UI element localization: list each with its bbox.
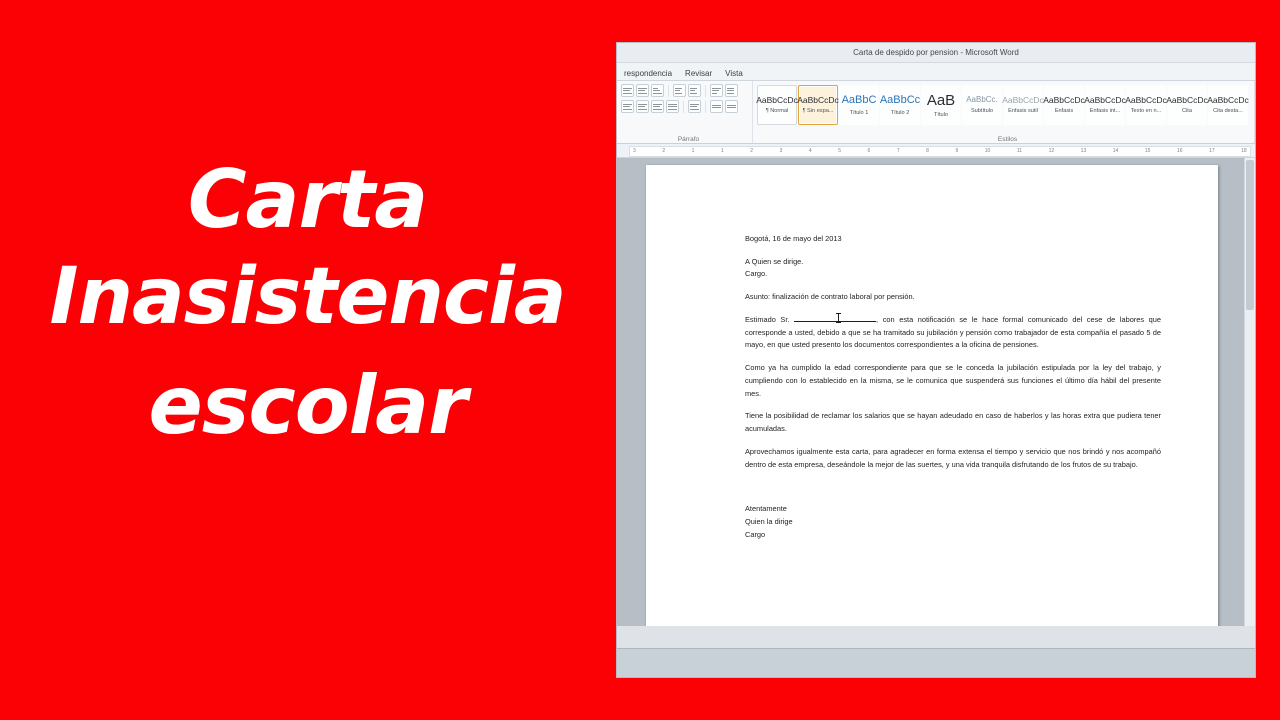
letter-closing-2: Quien la dirige bbox=[745, 517, 793, 527]
name-blank-field[interactable] bbox=[794, 321, 876, 322]
tab-correspondencia[interactable]: respondencia bbox=[624, 69, 673, 78]
ruler-mark: 13 bbox=[1080, 147, 1087, 154]
ruler-mark: 1 bbox=[720, 147, 724, 154]
style-preview: AaBbC bbox=[841, 93, 877, 106]
horizontal-ruler[interactable] bbox=[617, 144, 1255, 158]
ribbon-group-estilos bbox=[753, 81, 1255, 143]
style-item-subtitulo[interactable] bbox=[962, 85, 1002, 125]
letter-paragraph-2: Como ya ha cumplido la edad correspondiente para que se le conceda la jubilación estipulada por la ley del trabajo, y cumpliendo con lo establecido en la misma, se le comunica que suspenderá sus funciones el último día hábil del presente mes. bbox=[745, 363, 1161, 398]
sort-icon[interactable] bbox=[710, 84, 723, 97]
ruler-mark: 2 bbox=[750, 147, 754, 154]
style-item-enfasis-sutil[interactable] bbox=[1003, 85, 1043, 125]
letter-paragraph-3: Tiene la posibilidad de reclamar los salarios que se hayan adeudado en caso de haberlos y las horas extra que pudiera tener acumuladas. bbox=[745, 411, 1161, 434]
paragraph-row-1 bbox=[621, 84, 748, 97]
style-label: Título bbox=[934, 111, 948, 118]
ruler-mark: 17 bbox=[1209, 147, 1215, 154]
line-spacing-icon[interactable] bbox=[688, 100, 701, 113]
paragraph-row-2 bbox=[621, 100, 748, 113]
align-center-icon[interactable] bbox=[636, 100, 649, 113]
style-label: ¶ Normal bbox=[765, 108, 789, 115]
style-label: Subtítulo bbox=[970, 108, 994, 114]
letter-recipient-line-1: A Quien se dirige. bbox=[745, 256, 804, 266]
ruler-mark: 9 bbox=[955, 147, 959, 154]
title-line-3: escolar bbox=[148, 358, 467, 452]
ruler-mark: 7 bbox=[896, 147, 900, 154]
text-cursor bbox=[838, 313, 839, 323]
letter-salutation: Estimado Sr. bbox=[745, 314, 795, 324]
style-item-normal[interactable] bbox=[757, 85, 797, 125]
vertical-scrollbar[interactable] bbox=[1244, 158, 1255, 626]
divider bbox=[705, 101, 706, 113]
style-label: Título 1 bbox=[849, 109, 869, 116]
video-title-overlay bbox=[0, 150, 615, 455]
letter-paragraph-4: Aprovechamos igualmente esta carta, para agradecer en forma extensa el tiempo y servicio que nos brindó y nos acompañó dentro de esta empresa, deseándole la mejor de las suertes, y una vida tranquila disfrutando de los frutos de su trabajo. bbox=[745, 446, 1161, 469]
style-label: Énfasis bbox=[1054, 108, 1074, 115]
align-right-icon[interactable] bbox=[651, 100, 664, 113]
divider bbox=[668, 85, 669, 97]
ruler-mark: 5 bbox=[838, 147, 841, 154]
style-item-enfasis[interactable] bbox=[1044, 85, 1084, 125]
show-formatting-marks-icon[interactable] bbox=[725, 84, 738, 97]
style-item-texto-en-negrita[interactable] bbox=[1126, 85, 1166, 125]
style-label: Énfasis int... bbox=[1089, 108, 1121, 115]
style-preview: AaBbCcDc bbox=[1084, 94, 1126, 105]
increase-indent-icon[interactable] bbox=[688, 84, 701, 97]
multilevel-list-icon[interactable] bbox=[651, 84, 664, 97]
ribbon-group-parrafo bbox=[617, 81, 753, 143]
style-preview: AaBbCc bbox=[879, 93, 921, 106]
ruler-mark: 18 bbox=[1241, 147, 1247, 154]
tab-vista[interactable]: Vista bbox=[725, 69, 743, 78]
ruler-mark: 16 bbox=[1176, 147, 1183, 154]
borders-icon[interactable] bbox=[725, 100, 738, 113]
document-canvas[interactable] bbox=[617, 158, 1255, 626]
style-item-cita-destacada[interactable] bbox=[1208, 85, 1248, 125]
document-page[interactable] bbox=[646, 165, 1218, 626]
divider bbox=[683, 101, 684, 113]
style-item-titulo-2[interactable] bbox=[880, 85, 920, 125]
ruler-mark: 8 bbox=[926, 147, 929, 154]
group-label-parrafo: Párrafo bbox=[677, 136, 700, 143]
style-preview: AaBbCcDc bbox=[1002, 94, 1044, 105]
style-item-enfasis-intenso[interactable] bbox=[1085, 85, 1125, 125]
ruler-mark: 6 bbox=[867, 147, 871, 154]
style-label: Énfasis sutil bbox=[1008, 108, 1038, 115]
letter-date: Bogotá, 16 de mayo del 2013 bbox=[745, 234, 842, 243]
style-preview: AaBbCcDc bbox=[1166, 94, 1208, 105]
ruler-mark: 2 bbox=[662, 147, 666, 154]
scrollbar-thumb[interactable] bbox=[1246, 160, 1254, 310]
style-preview: AaBbCcDc bbox=[1125, 94, 1167, 105]
style-preview: AaBbCcDc bbox=[797, 94, 839, 105]
letter-closing-3: Cargo bbox=[745, 529, 766, 539]
justify-icon[interactable] bbox=[666, 100, 679, 113]
ruler-mark: 4 bbox=[808, 147, 812, 154]
group-label-estilos: Estilos bbox=[997, 136, 1018, 143]
letter-paragraph-1 bbox=[745, 314, 1161, 352]
style-preview: AaB bbox=[926, 91, 956, 109]
style-label: Texto en n... bbox=[1130, 108, 1162, 115]
ribbon bbox=[617, 81, 1255, 144]
letter-closing-1: Atentamente bbox=[745, 504, 787, 514]
ribbon-tab-strip[interactable] bbox=[617, 63, 1255, 81]
ruler-mark: 10 bbox=[984, 147, 991, 154]
style-label: Cita bbox=[1182, 108, 1192, 115]
style-item-titulo[interactable] bbox=[921, 85, 961, 125]
decrease-indent-icon[interactable] bbox=[673, 84, 686, 97]
style-preview: AaBbCc. bbox=[966, 95, 998, 104]
ruler-marks bbox=[633, 146, 1247, 155]
status-bar bbox=[617, 648, 1255, 677]
shading-icon[interactable] bbox=[710, 100, 723, 113]
ruler-mark: 3 bbox=[633, 147, 636, 154]
title-line-1: Carta bbox=[187, 153, 428, 246]
letter-paragraph-1-rest: , con esta notificación se le hace formal comunicado del cese de labores que corresponde a usted, debido a que se ha tramitado su jubilación y pensión como trabajador de esta compañía el pasado 5 de mayo, en que usted presento los documentos correspondientes a la oficina de pensiones. bbox=[745, 314, 1161, 350]
ruler-mark: 3 bbox=[779, 147, 783, 154]
letter-body[interactable] bbox=[745, 233, 1161, 551]
style-item-titulo-1[interactable] bbox=[839, 85, 879, 125]
align-left-icon[interactable] bbox=[621, 100, 634, 113]
ruler-mark: 12 bbox=[1048, 147, 1055, 154]
style-preview: AaBbCcDc bbox=[756, 94, 798, 105]
ruler-mark: 1 bbox=[691, 147, 695, 154]
style-preview: AaBbCcDc bbox=[1043, 94, 1085, 105]
window-title: Carta de despido por pension - Microsoft Word bbox=[853, 48, 1019, 57]
style-label: Cita desta... bbox=[1213, 108, 1243, 115]
word-window bbox=[617, 43, 1255, 677]
tab-revisar[interactable]: Revisar bbox=[685, 69, 713, 78]
ruler-mark: 14 bbox=[1112, 147, 1119, 154]
letter-subject: Asunto: finalización de contrato laboral por pensión. bbox=[745, 292, 915, 302]
style-label: ¶ Sin espa... bbox=[802, 108, 834, 115]
bullet-list-icon[interactable] bbox=[621, 84, 634, 97]
ruler-mark: 15 bbox=[1144, 147, 1151, 154]
window-titlebar bbox=[617, 43, 1255, 63]
letter-recipient-line-2: Cargo. bbox=[745, 269, 768, 279]
style-preview: AaBbCcDc bbox=[1207, 94, 1249, 105]
numbered-list-icon[interactable] bbox=[636, 84, 649, 97]
title-line-2: Inasistencia bbox=[49, 252, 566, 343]
style-item-cita[interactable] bbox=[1167, 85, 1207, 125]
style-item-sin-espaciado[interactable] bbox=[798, 85, 838, 125]
divider bbox=[705, 85, 706, 97]
style-label: Título 2 bbox=[890, 109, 910, 116]
ruler-mark: 11 bbox=[1016, 147, 1023, 154]
spacer bbox=[745, 481, 1161, 503]
